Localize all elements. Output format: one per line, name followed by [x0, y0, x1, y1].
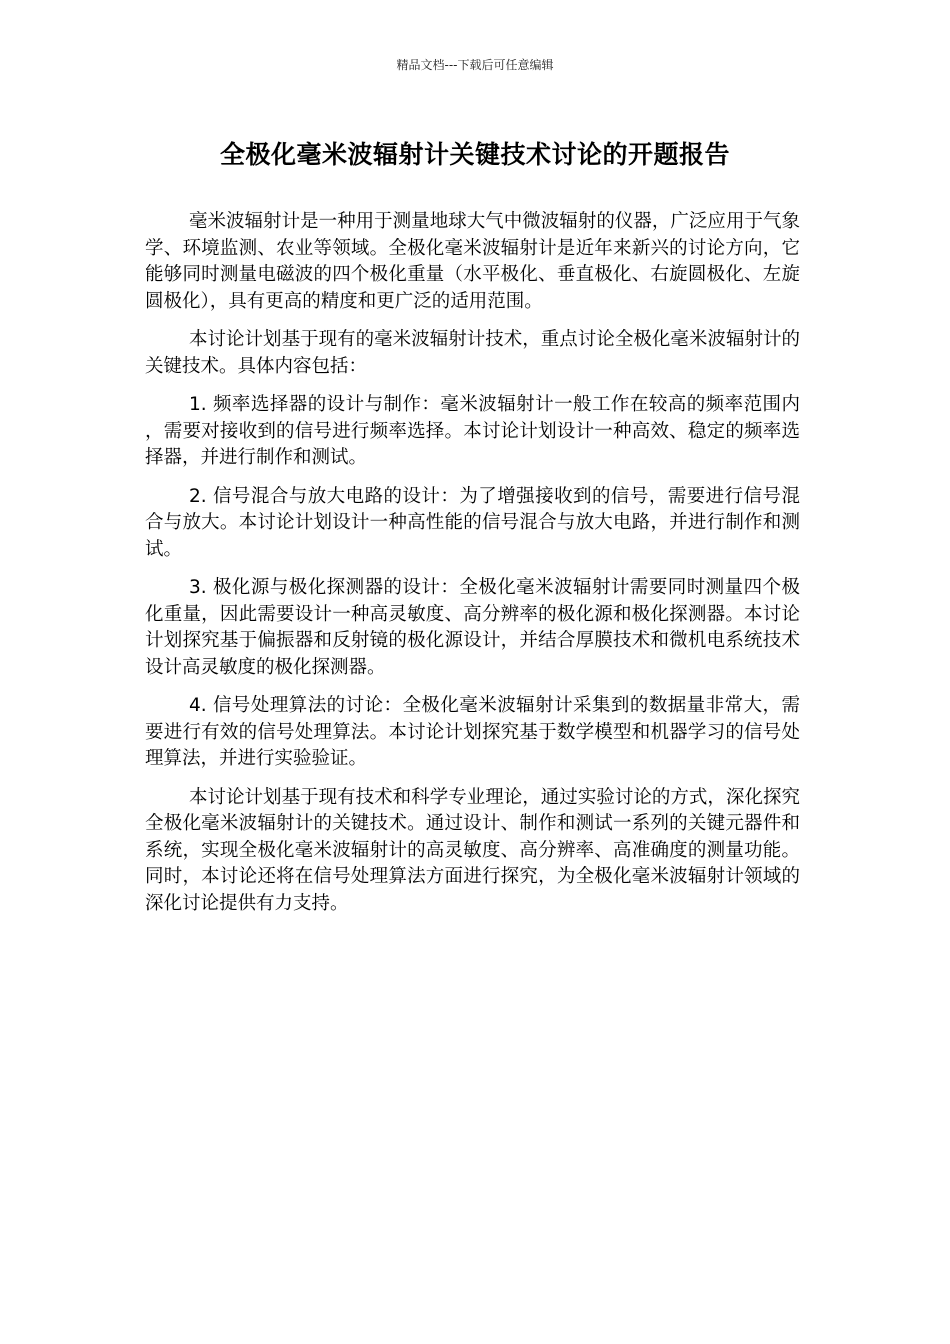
- paragraph-plan: 本讨论计划基于现有的毫米波辐射计技术，重点讨论全极化毫米波辐射计的关键技术。具体内容包括：: [145, 329, 800, 377]
- paragraph-conclusion: 本讨论计划基于现有技术和科学专业理论，通过实验讨论的方式，深化探究全极化毫米波辐射计的关键技术。通过设计、制作和测试一系列的关键元器件和系统，实现全极化毫米波辐射计的高灵敏度、高分辨率、高准确度的测量功能。同时，本讨论还将在信号处理算法方面进行探究，为全极化毫米波辐射计领域的深化讨论提供有力支持。: [145, 786, 800, 914]
- paragraph-item-4: 4. 信号处理算法的讨论：全极化毫米波辐射计采集到的数据量非常大，需要进行有效的信号处理算法。本讨论计划探究基于数学模型和机器学习的信号处理算法，并进行实验验证。: [145, 695, 800, 769]
- paragraph-item-1: 1. 频率选择器的设计与制作：毫米波辐射计一般工作在较高的频率范围内，需要对接收到的信号进行频率选择。本讨论计划设计一种高效、稳定的频率选择器，并进行制作和测试。: [145, 394, 800, 468]
- document-title: 全极化毫米波辐射计关键技术讨论的开题报告: [219, 140, 730, 169]
- paragraph-intro: 毫米波辐射计是一种用于测量地球大气中微波辐射的仪器，广泛应用于气象学、环境监测、农业等领域。全极化毫米波辐射计是近年来新兴的讨论方向，它能够同时测量电磁波的四个极化重量（水平极化、垂直极化、右旋圆极化、左旋圆极化），具有更高的精度和更广泛的适用范围。: [145, 211, 800, 312]
- page-header: 精品文档---下载后可任意编辑: [396, 58, 554, 72]
- paragraph-item-3: 3. 极化源与极化探测器的设计：全极化毫米波辐射计需要同时测量四个极化重量，因此需要设计一种高灵敏度、高分辨率的极化源和极化探测器。本讨论计划探究基于偏振器和反射镜的极化源设计，并结合厚膜技术和微机电系统技术设计高灵敏度的极化探测器。: [145, 577, 800, 678]
- document-body: [145, 209, 800, 929]
- paragraph-item-2: 2. 信号混合与放大电路的设计：为了增强接收到的信号，需要进行信号混合与放大。本讨论计划设计一种高性能的信号混合与放大电路，并进行制作和测试。: [145, 485, 800, 560]
